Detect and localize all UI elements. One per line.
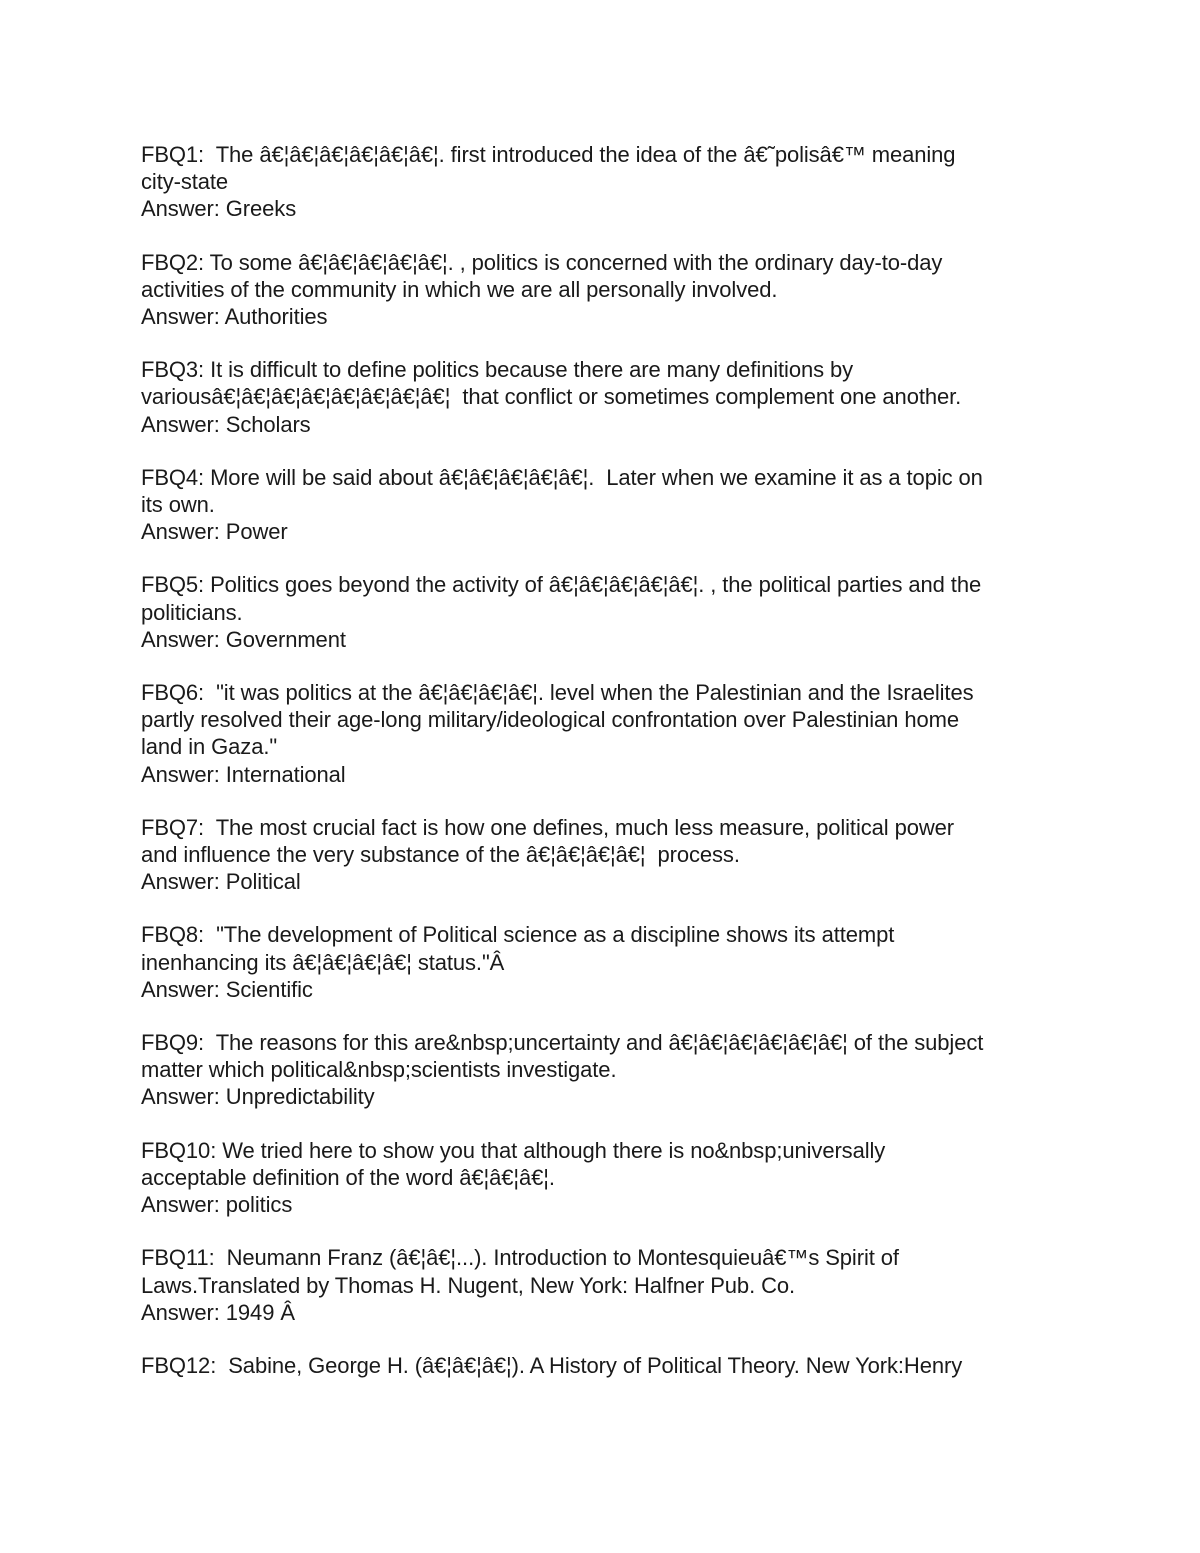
question-block (141, 1029, 1066, 1111)
answer-line: Answer: Scientific (141, 976, 313, 1002)
question-block (141, 571, 1066, 653)
question-text-line: and influence the very substance of the â€¦â€¦â€¦â€¦ process. (141, 842, 740, 868)
question-text-line: land in Gaza." (141, 734, 278, 760)
question-text-line: FBQ7: The most crucial fact is how one defines, much less measure, political power (141, 814, 954, 840)
question-text-line: FBQ2: To some â€¦â€¦â€¦â€¦â€¦. , politics is concerned with the ordinary day-to-day (141, 249, 943, 275)
question-text-line: activities of the community in which we are all personally involved. (141, 276, 778, 302)
question-block (141, 356, 1066, 438)
question-text-line: FBQ1: The â€¦â€¦â€¦â€¦â€¦â€¦. first introduced the idea of the â€˜polisâ€™ meaning (141, 142, 956, 167)
answer-line: Answer: Government (141, 626, 346, 652)
answer-line: Answer: Greeks (141, 196, 297, 222)
answer-line: Answer: 1949 Â (141, 1299, 295, 1325)
question-text-line: FBQ11: Neumann Franz (â€¦â€¦...). Introduction to Montesquieuâ€™s Spirit of (141, 1245, 899, 1271)
answer-line: Answer: politics (141, 1192, 293, 1218)
answer-line: Answer: Authorities (141, 304, 328, 330)
question-text-line: FBQ9: The reasons for this are&nbsp;uncertainty and â€¦â€¦â€¦â€¦â€¦â€¦ of the subject (141, 1030, 984, 1056)
question-text-line: FBQ12: Sabine, George H. (â€¦â€¦â€¦). A History of Political Theory. New York:Henry (141, 1352, 963, 1378)
question-text-line: FBQ3: It is difficult to define politics because there are many definitions by (141, 357, 854, 383)
question-text-line: politicians. (141, 599, 243, 625)
question-text-line: FBQ6: "it was politics at the â€¦â€¦â€¦â€¦. level when the Palestinian and the Israelites (141, 680, 974, 706)
question-text-line: partly resolved their age-long military/ideological confrontation over Palestinian home (141, 707, 959, 733)
question-block (141, 141, 1066, 223)
answer-line: Answer: Unpredictability (141, 1084, 375, 1110)
question-block (141, 1352, 1066, 1379)
question-text-line: city-state (141, 169, 229, 195)
question-text-line: FBQ4: More will be said about â€¦â€¦â€¦â€¦â€¦. Later when we examine it as a topic on (141, 464, 983, 490)
question-block (141, 249, 1066, 331)
question-block (141, 1137, 1066, 1219)
document-page (141, 141, 1066, 1405)
question-text-line: variousâ€¦â€¦â€¦â€¦â€¦â€¦â€¦â€¦ that conflict or sometimes complement one another. (141, 384, 962, 410)
answer-line: Answer: Political (141, 869, 301, 895)
question-block (141, 814, 1066, 896)
answer-line: Answer: International (141, 761, 346, 787)
question-text-line: Laws.Translated by Thomas H. Nugent, New York: Halfner Pub. Co. (141, 1272, 796, 1298)
question-block (141, 464, 1066, 546)
question-text-line: its own. (141, 492, 215, 518)
question-text-line: matter which political&nbsp;scientists investigate. (141, 1057, 617, 1083)
question-text-line: FBQ10: We tried here to show you that although there is no&nbsp;universally (141, 1137, 886, 1163)
question-text-line: FBQ8: "The development of Political science as a discipline shows its attempt (141, 922, 895, 948)
question-text-line: inenhancing its â€¦â€¦â€¦â€¦ status."Â (141, 949, 505, 975)
answer-line: Answer: Power (141, 519, 288, 545)
answer-line: Answer: Scholars (141, 411, 311, 437)
question-text-line: acceptable definition of the word â€¦â€¦â€¦. (141, 1164, 555, 1190)
question-text-line: FBQ5: Politics goes beyond the activity of â€¦â€¦â€¦â€¦â€¦. , the political parties and the (141, 572, 982, 598)
question-block (141, 1244, 1066, 1326)
question-block (141, 679, 1066, 788)
question-block (141, 921, 1066, 1003)
